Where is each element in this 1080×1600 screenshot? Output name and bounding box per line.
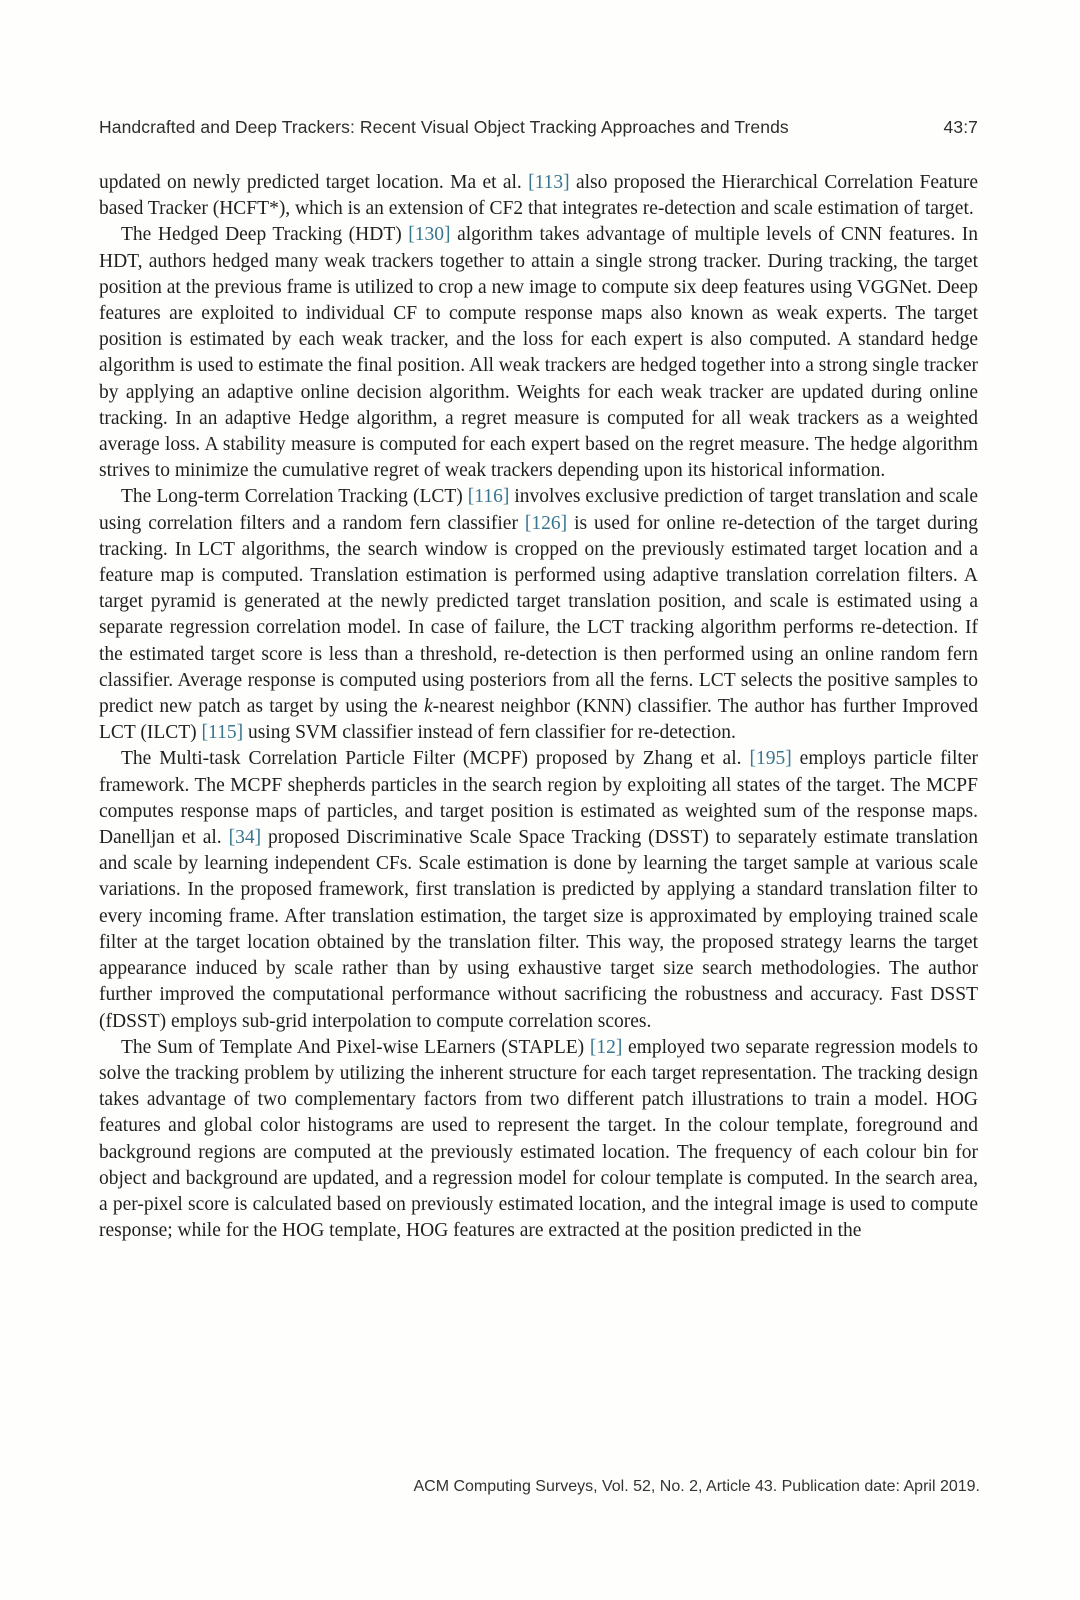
citation-ref[interactable]: [195] bbox=[749, 748, 792, 770]
page-number: 43:7 bbox=[943, 117, 978, 137]
running-title: Handcrafted and Deep Trackers: Recent Visual Object Tracking Approaches and Trends bbox=[99, 117, 789, 137]
paragraph bbox=[99, 1035, 978, 1245]
citation-ref[interactable]: [34] bbox=[228, 827, 262, 849]
text-run: is used for online re-detection of the target during tracking. In LCT algorithms, the search window is cropped on the previously estimated target location and a feature map is computed. Translation estimation is performed using adaptive translation correlation filters. A target pyramid is generated at the newly predicted target translation position, and scale is estimated using a separate regression correlation model. In case of failure, the LCT tracking algorithm performs re-detection. If the estimated target score is less than a threshold, re-detection is then performed using an online random fern classifier. Average response is computed using posteriors from all the ferns. LCT selects the positive samples to predict new patch as target by using the bbox=[99, 512, 978, 718]
text-run: The Hedged Deep Tracking (HDT) bbox=[121, 224, 409, 246]
paragraph bbox=[99, 746, 978, 1034]
page-header bbox=[99, 117, 978, 138]
citation-ref[interactable]: [12] bbox=[589, 1036, 623, 1058]
text-run: using SVM classifier instead of fern classifier for re-detection. bbox=[243, 722, 736, 744]
text-run: algorithm takes advantage of multiple levels of CNN features. In HDT, authors hedged many weak trackers together to attain a single strong tracker. During tracking, the target position at the previous frame is utilized to crop a new image to compute six deep features using VGGNet. Deep features are exploited to individual CF to compute response maps also known as weak experts. The target position is estimated by each weak tracker, and the loss for each expert is also computed. A standard hedge algorithm is used to estimate the final position. All weak trackers are hedged together into a strong single tracker by applying an adaptive online decision algorithm. Weights for each weak tracker are updated during online tracking. In an adaptive Hedge algorithm, a regret measure is computed for all weak trackers as a weighted average loss. A stability measure is computed for each expert based on the regret measure. The hedge algorithm strives to minimize the cumulative regret of weak trackers depending upon its historical information. bbox=[99, 224, 978, 482]
italic-term: k bbox=[423, 696, 433, 718]
text-run: involves exclusive prediction of target translation and scale using correlation filters and a random fern classifier bbox=[99, 486, 978, 534]
citation-ref[interactable]: [130] bbox=[408, 224, 451, 246]
citation-ref[interactable]: [116] bbox=[467, 486, 510, 508]
text-run: proposed Discriminative Scale Space Tracking (DSST) to separately estimate translation and scale by learning independent CFs. Scale estimation is done by learning the target sample at various scale variations. In the proposed framework, first translation is predicted by applying a standard translation filter to every incoming frame. After translation estimation, the target size is approximated by employing trained scale filter at the target location obtained by the translation filter. This way, the proposed strategy learns the target appearance induced by scale rather than by using exhaustive target size search methodologies. The author further improved the computational performance without sacrificing the robustness and accuracy. Fast DSST (fDSST) employs sub-grid interpolation to compute correlation scores. bbox=[99, 827, 978, 1032]
paragraph bbox=[99, 170, 978, 222]
text-run: employed two separate regression models to solve the tracking problem by utilizing the inherent structure for each target representation. The tracking design takes advantage of two complementary factors from two different patch illustrations to train a model. HOG features and global color histograms are used to represent the target. In the colour template, foreground and background regions are computed at the previously estimated location. The frequency of each colour bin for object and background are updated, and a regression model for colour template is computed. In the search area, a per-pixel score is calculated based on previously estimated location, and the integral image is used to compute response; while for the HOG template, HOG features are extracted at the position predicted in the bbox=[99, 1036, 979, 1242]
citation-ref[interactable]: [113] bbox=[528, 172, 570, 193]
text-run: updated on newly predicted target location. Ma et al. bbox=[99, 172, 529, 193]
text-run: The Multi-task Correlation Particle Filter (MCPF) proposed by Zhang et al. bbox=[121, 748, 750, 770]
article-body bbox=[99, 170, 978, 1244]
text-run: also proposed the Hierarchical Correlation Feature based Tracker (HCFT*), which is an extension of CF2 that integrates re-detection and scale estimation of target. bbox=[99, 172, 978, 220]
text-run: The Sum of Template And Pixel-wise LEarners (STAPLE) bbox=[121, 1036, 590, 1058]
paragraph bbox=[99, 222, 978, 484]
citation-ref[interactable]: [126] bbox=[524, 512, 568, 534]
text-run: -nearest neighbor (KNN) classifier. The author has further Improved LCT (ILCT) bbox=[99, 696, 978, 744]
text-run: employs particle filter framework. The MCPF shepherds particles in the search region by exploiting all states of the target. The MCPF computes response maps of particles, and target position is estimated as weighted sum of the response maps. Danelljan et al. bbox=[99, 748, 979, 849]
footer-citation-line: ACM Computing Surveys, Vol. 52, No. 2, Article 43. Publication date: April 2019. bbox=[413, 1478, 980, 1495]
text-run: The Long-term Correlation Tracking (LCT) bbox=[121, 486, 468, 508]
paragraph bbox=[99, 484, 978, 746]
page-footer bbox=[99, 1478, 980, 1496]
citation-ref[interactable]: [115] bbox=[201, 722, 244, 744]
